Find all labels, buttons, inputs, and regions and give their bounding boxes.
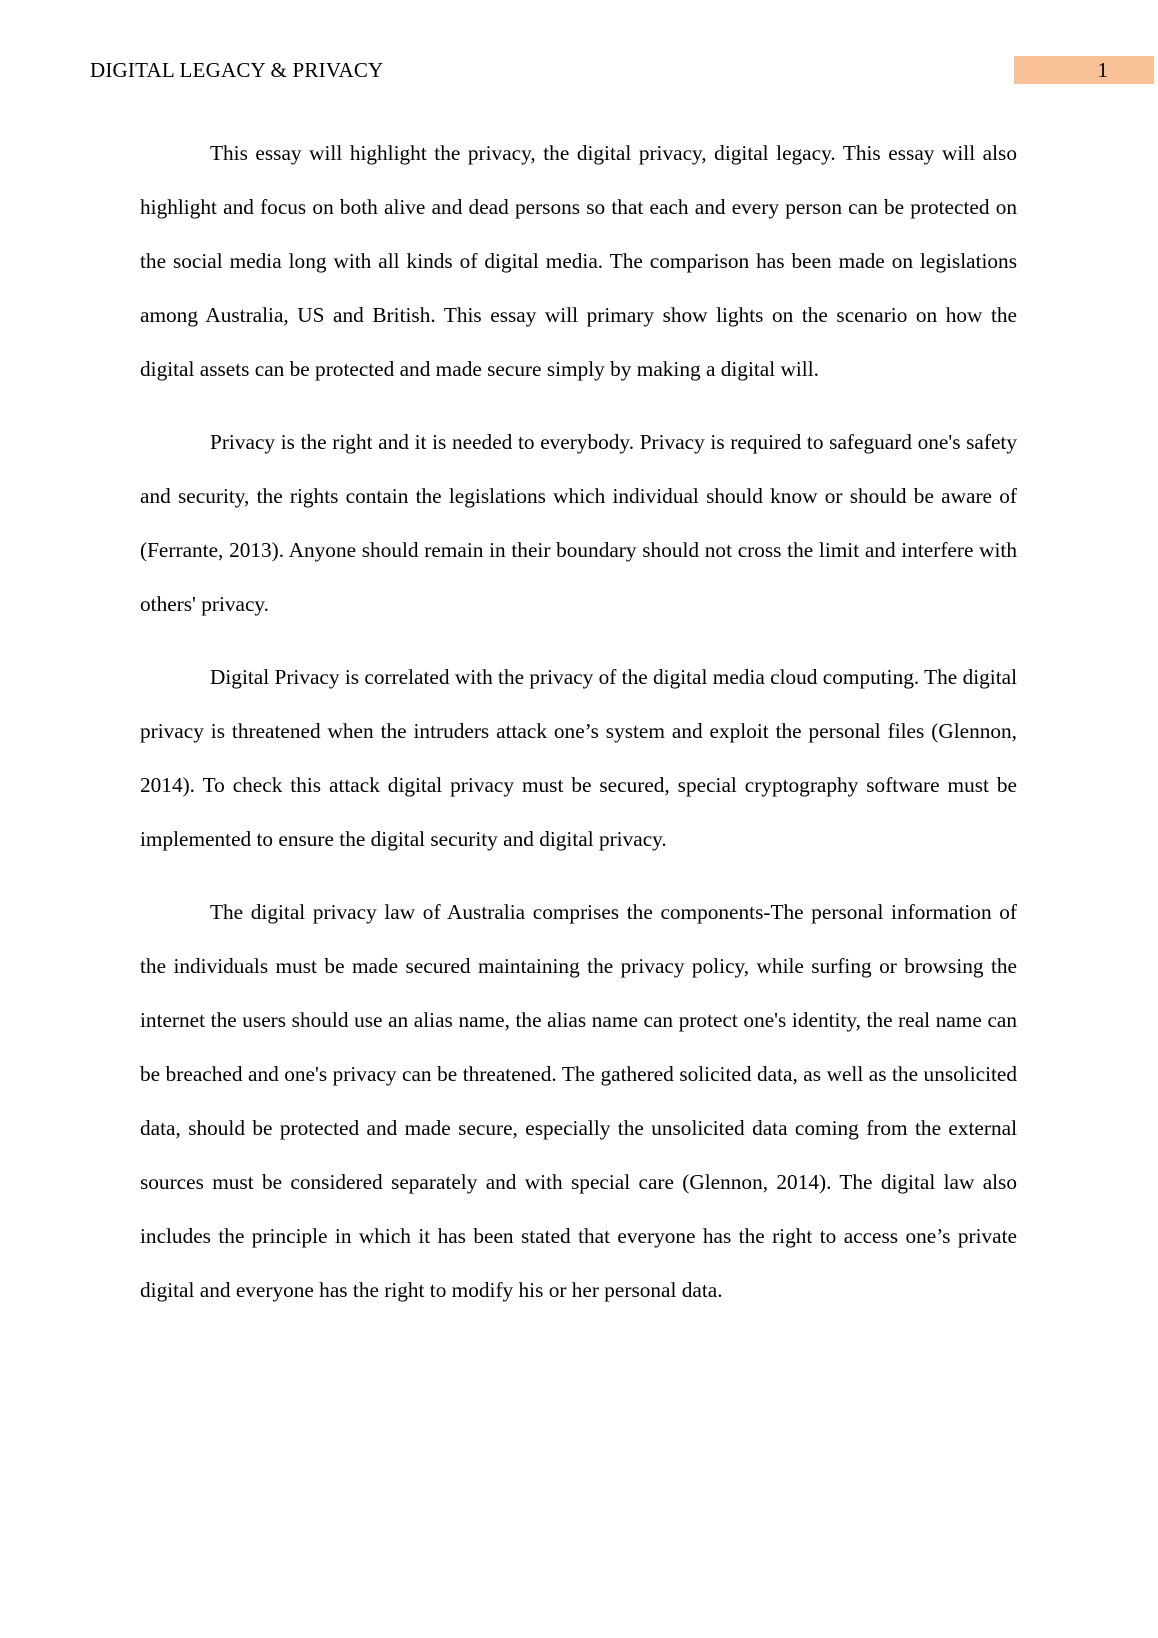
paragraph-australia-law: The digital privacy law of Australia comprises the components-The personal information of the individuals must be made secured maintaining the privacy policy, while surfing or browsing the internet the users should use an alias name, the alias name can protect one's identity, the real name can be breached and one's privacy can be threatened. The gathered solicited data, as well as the unsolicited data, should be protected and made secure, especially the unsolicited data coming from the external sources must be considered separately and with special care (Glennon, 2014). The digital law also includes the principle in which it has been stated that everyone has the right to access one’s private digital and everyone has the right to modify his or her personal data. — [140, 900, 1017, 1302]
page-number-highlight — [1014, 56, 1154, 84]
paragraph-intro: This essay will highlight the privacy, the digital privacy, digital legacy. This essay will also highlight and focus on both alive and dead persons so that each and every person can be protected on the social media long with all kinds of digital media. The comparison has been made on legislations among Australia, US and British. This essay will primary show lights on the scenario on how the digital assets can be protected and made secure simply by making a digital will. — [140, 141, 1017, 381]
essay-body — [140, 126, 1017, 1336]
page-number: 1 — [1097, 58, 1108, 82]
paragraph-digital-privacy: Digital Privacy is correlated with the privacy of the digital media cloud computing. The digital privacy is threatened when the intruders attack one’s system and exploit the personal files (Glennon, 2014). To check this attack digital privacy must be secured, special cryptography software must be implemented to ensure the digital security and digital privacy. — [140, 665, 1017, 851]
running-head: DIGITAL LEGACY & PRIVACY — [90, 58, 384, 82]
paragraph-privacy: Privacy is the right and it is needed to everybody. Privacy is required to safeguard one's safety and security, the rights contain the legislations which individual should know or should be aware of (Ferrante, 2013). Anyone should remain in their boundary should not cross the limit and interfere with others' privacy. — [140, 430, 1017, 616]
